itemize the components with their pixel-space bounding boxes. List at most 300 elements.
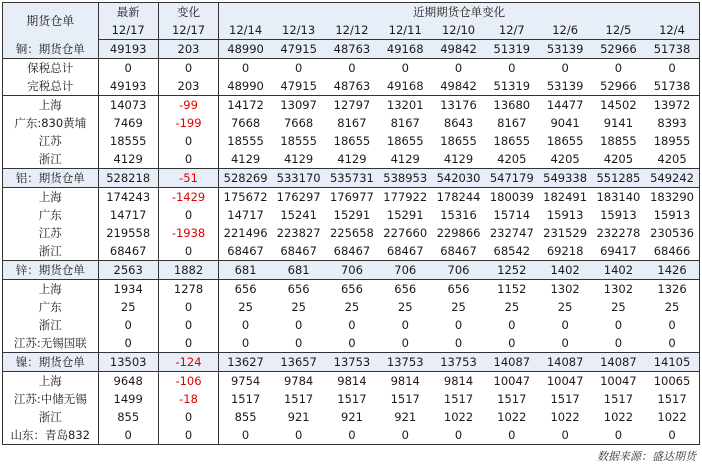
history-value: 1302	[603, 282, 634, 296]
history-value: 51319	[485, 77, 538, 96]
history-value: 0	[325, 334, 378, 353]
warehouse-receipt-table	[2, 2, 700, 445]
history-value: 15241	[280, 208, 317, 222]
header-date: 12/14	[219, 21, 272, 40]
history-value: 4205	[485, 150, 538, 169]
history-value: 13972	[653, 98, 691, 112]
history-value: 9814	[390, 374, 420, 388]
history-value: 0	[272, 426, 325, 445]
table-row	[3, 188, 700, 207]
header-change-date: 12/17	[158, 21, 218, 40]
history-value: 0	[538, 426, 591, 445]
history-value: 9814	[337, 374, 367, 388]
history-value: 656	[447, 282, 470, 296]
history-value: 528269	[219, 169, 272, 188]
history-value: 9041	[550, 116, 580, 130]
history-value: 1402	[592, 261, 645, 280]
latest-value: 528218	[98, 169, 158, 188]
history-value: 1326	[657, 282, 687, 296]
history-value: 13753	[432, 353, 485, 372]
row-label: 上海	[3, 280, 99, 299]
history-value: 25	[557, 300, 573, 314]
table-row	[3, 408, 700, 426]
table-row	[3, 224, 700, 242]
history-value: 0	[592, 426, 645, 445]
history-value: 1402	[538, 261, 591, 280]
latest-value: 13503	[98, 353, 158, 372]
data-source-note: 数据来源：盛达期货	[597, 450, 696, 463]
history-value: 0	[401, 61, 409, 75]
history-value: 0	[645, 334, 699, 353]
history-value: 25	[504, 300, 520, 314]
history-value: 51319	[485, 40, 538, 59]
history-value: 1022	[603, 410, 634, 424]
table-row	[3, 150, 700, 169]
history-value: 1517	[550, 392, 580, 406]
history-value: 0	[561, 318, 569, 332]
history-value: 551285	[592, 169, 645, 188]
header-col-label: 期货仓单	[3, 3, 99, 40]
history-value: 180039	[489, 190, 534, 204]
history-value: 178244	[436, 190, 481, 204]
history-value: 1252	[485, 261, 538, 280]
table-row	[3, 169, 700, 188]
history-value: 225658	[329, 226, 374, 240]
history-value: 4129	[219, 150, 272, 169]
history-value: 25	[238, 300, 253, 314]
latest-value: 9648	[98, 372, 158, 391]
latest-value: 174243	[98, 188, 158, 207]
history-value: 68467	[219, 242, 272, 261]
header-row-2	[3, 21, 700, 40]
history-value: 7668	[283, 116, 314, 130]
change-value: 0	[158, 242, 218, 261]
history-value: 4205	[592, 150, 645, 169]
history-value: 18655	[386, 134, 424, 148]
history-value: 18555	[280, 134, 317, 148]
table-row	[3, 242, 700, 261]
history-value: 533170	[272, 169, 325, 188]
history-value: 0	[432, 334, 485, 353]
history-value: 51738	[645, 77, 699, 96]
history-value: 14105	[645, 353, 699, 372]
history-value: 0	[294, 61, 303, 75]
history-value: 681	[272, 261, 325, 280]
history-value: 13753	[325, 353, 378, 372]
table-row	[3, 96, 700, 115]
history-value: 25	[397, 300, 413, 314]
history-value: 0	[348, 318, 356, 332]
history-value: 223827	[276, 226, 321, 240]
history-value: 48990	[219, 40, 272, 59]
header-date: 12/12	[325, 21, 378, 40]
row-label: 江苏	[3, 224, 99, 242]
history-value: 68467	[379, 242, 432, 261]
history-value: 53139	[538, 40, 591, 59]
row-label: 浙江	[3, 150, 99, 169]
history-value: 547179	[485, 169, 538, 188]
history-value: 18655	[493, 134, 531, 148]
latest-value: 1499	[98, 390, 158, 408]
latest-value: 2563	[98, 261, 158, 280]
history-value: 542030	[432, 169, 485, 188]
history-value: 0	[241, 318, 250, 332]
history-value: 8393	[657, 116, 687, 130]
history-value: 18555	[227, 134, 264, 148]
history-value: 0	[561, 61, 569, 75]
history-value: 4205	[645, 150, 699, 169]
history-value: 1517	[230, 392, 261, 406]
history-value: 0	[485, 334, 538, 353]
history-value: 14172	[227, 98, 264, 112]
change-value: 1882	[158, 261, 218, 280]
row-label: 广东	[3, 298, 99, 316]
latest-value: 0	[98, 334, 158, 353]
row-label: 浙江	[3, 242, 99, 261]
latest-value: 25	[98, 298, 158, 316]
latest-value: 0	[98, 316, 158, 334]
history-value: 538953	[379, 169, 432, 188]
table-row	[3, 298, 700, 316]
history-value: 68542	[485, 242, 538, 261]
history-value: 656	[287, 282, 310, 296]
row-label: 江苏	[3, 132, 99, 150]
history-value: 1152	[497, 282, 527, 296]
history-value: 9141	[603, 116, 634, 130]
row-label: 上海	[3, 188, 99, 207]
latest-value: 219558	[98, 224, 158, 242]
history-value: 221496	[223, 226, 268, 240]
history-value: 1022	[497, 410, 527, 424]
row-label: 保税总计	[3, 59, 99, 78]
history-value: 51738	[645, 40, 699, 59]
history-value: 52966	[592, 40, 645, 59]
history-value: 0	[219, 426, 272, 445]
table-row	[3, 206, 700, 224]
history-value: 232278	[596, 226, 641, 240]
change-value: -1429	[158, 188, 218, 207]
history-value: 13176	[440, 98, 477, 112]
latest-value: 18555	[98, 132, 158, 150]
history-value: 0	[508, 318, 516, 332]
row-label: 广东	[3, 206, 99, 224]
history-value: 706	[379, 261, 432, 280]
latest-value: 0	[98, 59, 158, 78]
history-value: 14502	[600, 98, 637, 112]
history-value: 0	[454, 318, 463, 332]
history-value: 52966	[592, 77, 645, 96]
history-value: 48763	[325, 40, 378, 59]
change-value: 1278	[158, 280, 218, 299]
history-value: 13097	[280, 98, 317, 112]
latest-value: 49193	[98, 40, 158, 59]
history-value: 656	[394, 282, 417, 296]
history-value: 68466	[645, 242, 699, 261]
history-value: 7668	[230, 116, 261, 130]
latest-value: 49193	[98, 77, 158, 96]
row-label: 江苏:中储无锡	[3, 390, 99, 408]
row-label: 镍：期货仓单	[3, 353, 99, 372]
history-value: 0	[614, 318, 623, 332]
latest-value: 855	[98, 408, 158, 426]
change-value: -199	[158, 114, 218, 132]
history-value: 706	[432, 261, 485, 280]
change-value: 0	[158, 59, 218, 78]
history-value: 182491	[543, 190, 588, 204]
latest-value: 14717	[98, 206, 158, 224]
history-value: 0	[432, 426, 485, 445]
history-value: 921	[340, 410, 363, 424]
history-value: 8643	[443, 116, 474, 130]
history-value: 0	[272, 334, 325, 353]
history-value: 25	[664, 300, 680, 314]
history-value: 4129	[432, 150, 485, 169]
change-value: 0	[158, 298, 218, 316]
table-row	[3, 40, 700, 59]
history-value: 13627	[219, 353, 272, 372]
history-value: 53139	[538, 77, 591, 96]
change-value: 0	[158, 150, 218, 169]
latest-value: 4129	[98, 150, 158, 169]
table-row	[3, 426, 700, 445]
history-value: 15714	[493, 208, 531, 222]
row-label: 浙江	[3, 316, 99, 334]
history-value: 18655	[440, 134, 477, 148]
history-value: 855	[234, 410, 257, 424]
history-value: 49168	[379, 40, 432, 59]
history-value: 921	[287, 410, 310, 424]
history-value: 0	[219, 334, 272, 353]
history-value: 175672	[223, 190, 268, 204]
history-value: 14087	[485, 353, 538, 372]
history-value: 1517	[657, 392, 687, 406]
history-value: 1022	[443, 410, 474, 424]
history-value: 48990	[219, 77, 272, 96]
header-latest-date: 12/17	[98, 21, 158, 40]
table-row	[3, 316, 700, 334]
table-row	[3, 372, 700, 391]
table-row	[3, 132, 700, 150]
history-value: 14477	[546, 98, 584, 112]
change-value: -124	[158, 353, 218, 372]
latest-value: 7469	[98, 114, 158, 132]
row-label: 山东：青岛832	[3, 426, 99, 445]
history-value: 9754	[230, 374, 261, 388]
history-value: 10065	[653, 374, 691, 388]
change-value: -51	[158, 169, 218, 188]
change-value: 203	[158, 77, 218, 96]
latest-value: 14073	[98, 96, 158, 115]
history-value: 8167	[497, 116, 527, 130]
history-value: 25	[611, 300, 626, 314]
history-value: 13657	[272, 353, 325, 372]
history-value: 8167	[337, 116, 367, 130]
history-value: 1426	[645, 261, 699, 280]
history-value: 48763	[325, 77, 378, 96]
table-row	[3, 261, 700, 280]
history-value: 18655	[546, 134, 584, 148]
change-value: 0	[158, 316, 218, 334]
history-value: 177922	[383, 190, 428, 204]
history-value: 68467	[272, 242, 325, 261]
row-label: 锌：期货仓单	[3, 261, 99, 280]
history-value: 49842	[432, 77, 485, 96]
header-date: 12/7	[485, 21, 538, 40]
history-value: 176977	[329, 190, 374, 204]
history-value: 535731	[325, 169, 378, 188]
history-value: 176297	[276, 190, 321, 204]
table-body	[3, 40, 700, 445]
change-value: 0	[158, 408, 218, 426]
header-latest: 最新	[98, 3, 158, 22]
header-recent: 近期期货仓单变化	[219, 3, 700, 22]
history-value: 0	[348, 61, 356, 75]
history-value: 0	[485, 426, 538, 445]
change-value: -1938	[158, 224, 218, 242]
history-value: 0	[614, 61, 623, 75]
change-value: 0	[158, 132, 218, 150]
history-value: 49168	[379, 77, 432, 96]
history-value: 1517	[603, 392, 634, 406]
history-value: 15291	[333, 208, 371, 222]
table-row	[3, 77, 700, 96]
history-value: 549338	[538, 169, 591, 188]
history-value: 13201	[386, 98, 424, 112]
history-value: 0	[241, 61, 250, 75]
history-value: 656	[340, 282, 363, 296]
history-value: 0	[645, 426, 699, 445]
change-value: -106	[158, 372, 218, 391]
change-value: 203	[158, 40, 218, 59]
row-label: 浙江	[3, 408, 99, 426]
history-value: 14717	[227, 208, 264, 222]
history-value: 13753	[379, 353, 432, 372]
latest-value: 0	[98, 426, 158, 445]
header-date: 12/6	[538, 21, 591, 40]
history-value: 69417	[592, 242, 645, 261]
table-header	[3, 3, 700, 40]
history-value: 68467	[325, 242, 378, 261]
history-value: 229866	[436, 226, 481, 240]
header-change: 变化	[158, 3, 218, 22]
history-value: 0	[379, 426, 432, 445]
history-value: 12797	[333, 98, 371, 112]
history-value: 10047	[600, 374, 637, 388]
history-value: 18855	[600, 134, 637, 148]
history-value: 1022	[657, 410, 687, 424]
header-date: 12/13	[272, 21, 325, 40]
change-value: -99	[158, 96, 218, 115]
history-value: 47915	[272, 77, 325, 96]
change-value: -18	[158, 390, 218, 408]
row-label: 完税总计	[3, 77, 99, 96]
table-row	[3, 280, 700, 299]
history-value: 231529	[543, 226, 588, 240]
row-label: 广东:830黄埔	[3, 114, 99, 132]
row-label: 上海	[3, 372, 99, 391]
history-value: 25	[344, 300, 360, 314]
history-value: 9814	[443, 374, 474, 388]
header-date: 12/4	[645, 21, 699, 40]
history-value: 9784	[283, 374, 314, 388]
table-row	[3, 390, 700, 408]
change-value: 0	[158, 334, 218, 353]
history-value: 0	[592, 334, 645, 353]
history-value: 227660	[383, 226, 428, 240]
history-value: 230536	[650, 226, 694, 240]
header-date: 12/11	[379, 21, 432, 40]
history-value: 0	[668, 318, 676, 332]
header-date: 12/10	[432, 21, 485, 40]
history-value: 0	[454, 61, 463, 75]
header-row-1	[3, 3, 700, 22]
history-value: 25	[451, 300, 466, 314]
history-value: 0	[401, 318, 409, 332]
history-value: 183290	[650, 190, 694, 204]
history-value: 68467	[432, 242, 485, 261]
history-value: 10047	[493, 374, 531, 388]
history-value: 69218	[538, 242, 591, 261]
history-value: 18955	[653, 134, 691, 148]
history-value: 15913	[546, 208, 584, 222]
latest-value: 68467	[98, 242, 158, 261]
row-label: 铜：期货仓单	[3, 40, 99, 59]
history-value: 25	[291, 300, 306, 314]
change-value: 0	[158, 206, 218, 224]
row-label: 上海	[3, 96, 99, 115]
table-row	[3, 334, 700, 353]
history-value: 4129	[272, 150, 325, 169]
history-value: 8167	[390, 116, 420, 130]
history-value: 681	[219, 261, 272, 280]
history-value: 1517	[443, 392, 474, 406]
history-value: 4129	[325, 150, 378, 169]
history-value: 15291	[386, 208, 424, 222]
row-label: 江苏:无锡国联	[3, 334, 99, 353]
history-value: 0	[379, 334, 432, 353]
history-value: 0	[668, 61, 676, 75]
history-value: 656	[234, 282, 257, 296]
history-value: 232747	[489, 226, 534, 240]
history-value: 706	[325, 261, 378, 280]
row-label: 铝：期货仓单	[3, 169, 99, 188]
history-value: 15913	[653, 208, 691, 222]
history-value: 1022	[550, 410, 580, 424]
history-value: 1517	[337, 392, 367, 406]
history-value: 18655	[333, 134, 371, 148]
header-date: 12/5	[592, 21, 645, 40]
history-value: 1302	[550, 282, 580, 296]
history-value: 183140	[596, 190, 641, 204]
history-value: 49842	[432, 40, 485, 59]
history-value: 549242	[645, 169, 699, 188]
history-value: 4129	[379, 150, 432, 169]
history-value: 10047	[546, 374, 584, 388]
history-value: 13680	[493, 98, 531, 112]
table-row	[3, 114, 700, 132]
table-row	[3, 353, 700, 372]
history-value: 1517	[283, 392, 314, 406]
history-value: 0	[538, 334, 591, 353]
table-row	[3, 59, 700, 78]
history-value: 15316	[440, 208, 477, 222]
history-value: 1517	[390, 392, 420, 406]
history-value: 0	[508, 61, 516, 75]
history-value: 1517	[497, 392, 527, 406]
latest-value: 1934	[98, 280, 158, 299]
history-value: 0	[325, 426, 378, 445]
history-value: 14087	[592, 353, 645, 372]
